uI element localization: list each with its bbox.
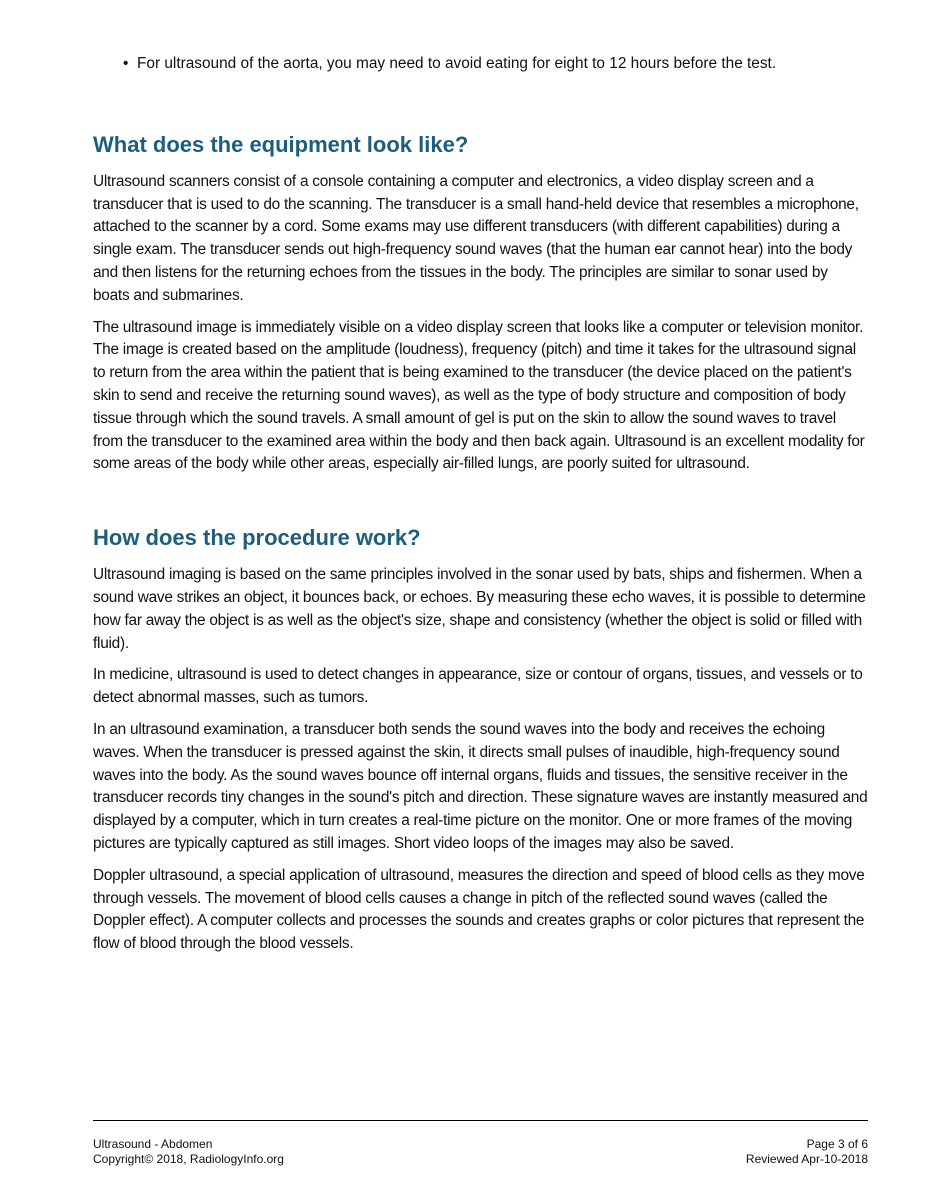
footer-reviewed-date: Reviewed Apr-10-2018 xyxy=(745,1152,868,1166)
equipment-paragraph: Ultrasound scanners consist of a console containing a computer and electronics, a video display screen and a transducer that is used to do the scanning. The transducer is a small hand-held device that resembles a microphone, attached to the scanner by a cord. Some exams may use different transducers (with different capabilities) during a single exam. The transducer sends out high-frequency sound waves (that the human ear cannot hear) into the body and then listens for the returning echoes from the tissues in the body. The principles are similar to sonar used by boats and submarines. xyxy=(93,172,859,304)
procedure-heading: How does the procedure work? xyxy=(93,525,421,551)
footer-page-number: Page 3 of 6 xyxy=(806,1137,868,1151)
equipment-paragraph: The ultrasound image is immediately visible on a video display screen that looks like a computer or television monitor. The image is created based on the amplitude (loudness), frequency (pitch) and time it takes for the ultrasound signal to return from the area within the patient that is being examined to the transducer (the device placed on the patient's skin to send and receive the returning sound waves), as well as the type of body structure and composition of body tissue through which the sound travels. A small amount of gel is put on the skin to allow the sound waves to travel from the transducer to the examined area within the body and then back again. Ultrasound is an excellent modality for some areas of the body while other areas, especially air-filled lungs, are poorly suited for ultrasound. xyxy=(93,318,865,473)
procedure-paragraph: Doppler ultrasound, a special application of ultrasound, measures the direction and speed of blood cells as they move through vessels. The movement of blood cells causes a change in pitch of the reflected sound waves (called the Doppler effect). A computer collects and processes the sounds and creates graphs or color pictures that represent the flow of blood through the blood vessels. xyxy=(93,866,865,953)
equipment-heading: What does the equipment look like? xyxy=(93,131,469,157)
procedure-paragraph: In medicine, ultrasound is used to detect changes in appearance, size or contour of organs, tissues, and vessels or to detect abnormal masses, such as tumors. xyxy=(93,666,863,707)
footer-title: Ultrasound - Abdomen xyxy=(93,1137,213,1151)
page-footer xyxy=(93,1120,868,1167)
bullet-item: • For ultrasound of the aorta, you may need to avoid eating for eight to 12 hours before the test. xyxy=(123,53,868,76)
procedure-paragraph: In an ultrasound examination, a transducer both sends the sound waves into the body and receives the echoing waves. When the transducer is pressed against the skin, it directs small pulses of inaudible, high-frequency sound waves into the body. As the sound waves bounce off internal organs, fluids and tissues, the sensitive receiver in the transducer records tiny changes in the sound's pitch and direction. These signature waves are instantly measured and displayed by a computer, which in turn creates a real-time picture on the monitor. One or more frames of the moving pictures are typically captured as still images. Short video loops of the images may also be saved. xyxy=(93,720,868,852)
bullet-list xyxy=(123,53,868,76)
page-content xyxy=(93,53,868,965)
procedure-paragraph: Ultrasound imaging is based on the same principles involved in the sonar used by bats, ships and fishermen. When a sound wave strikes an object, it bounces back, or echoes. By measuring these echo waves, it is possible to determine how far away the object is as well as the object's size, shape and consistency (whether the object is solid or filled with fluid). xyxy=(93,566,866,652)
footer-copyright: Copyright© 2018, RadiologyInfo.org xyxy=(93,1152,284,1166)
